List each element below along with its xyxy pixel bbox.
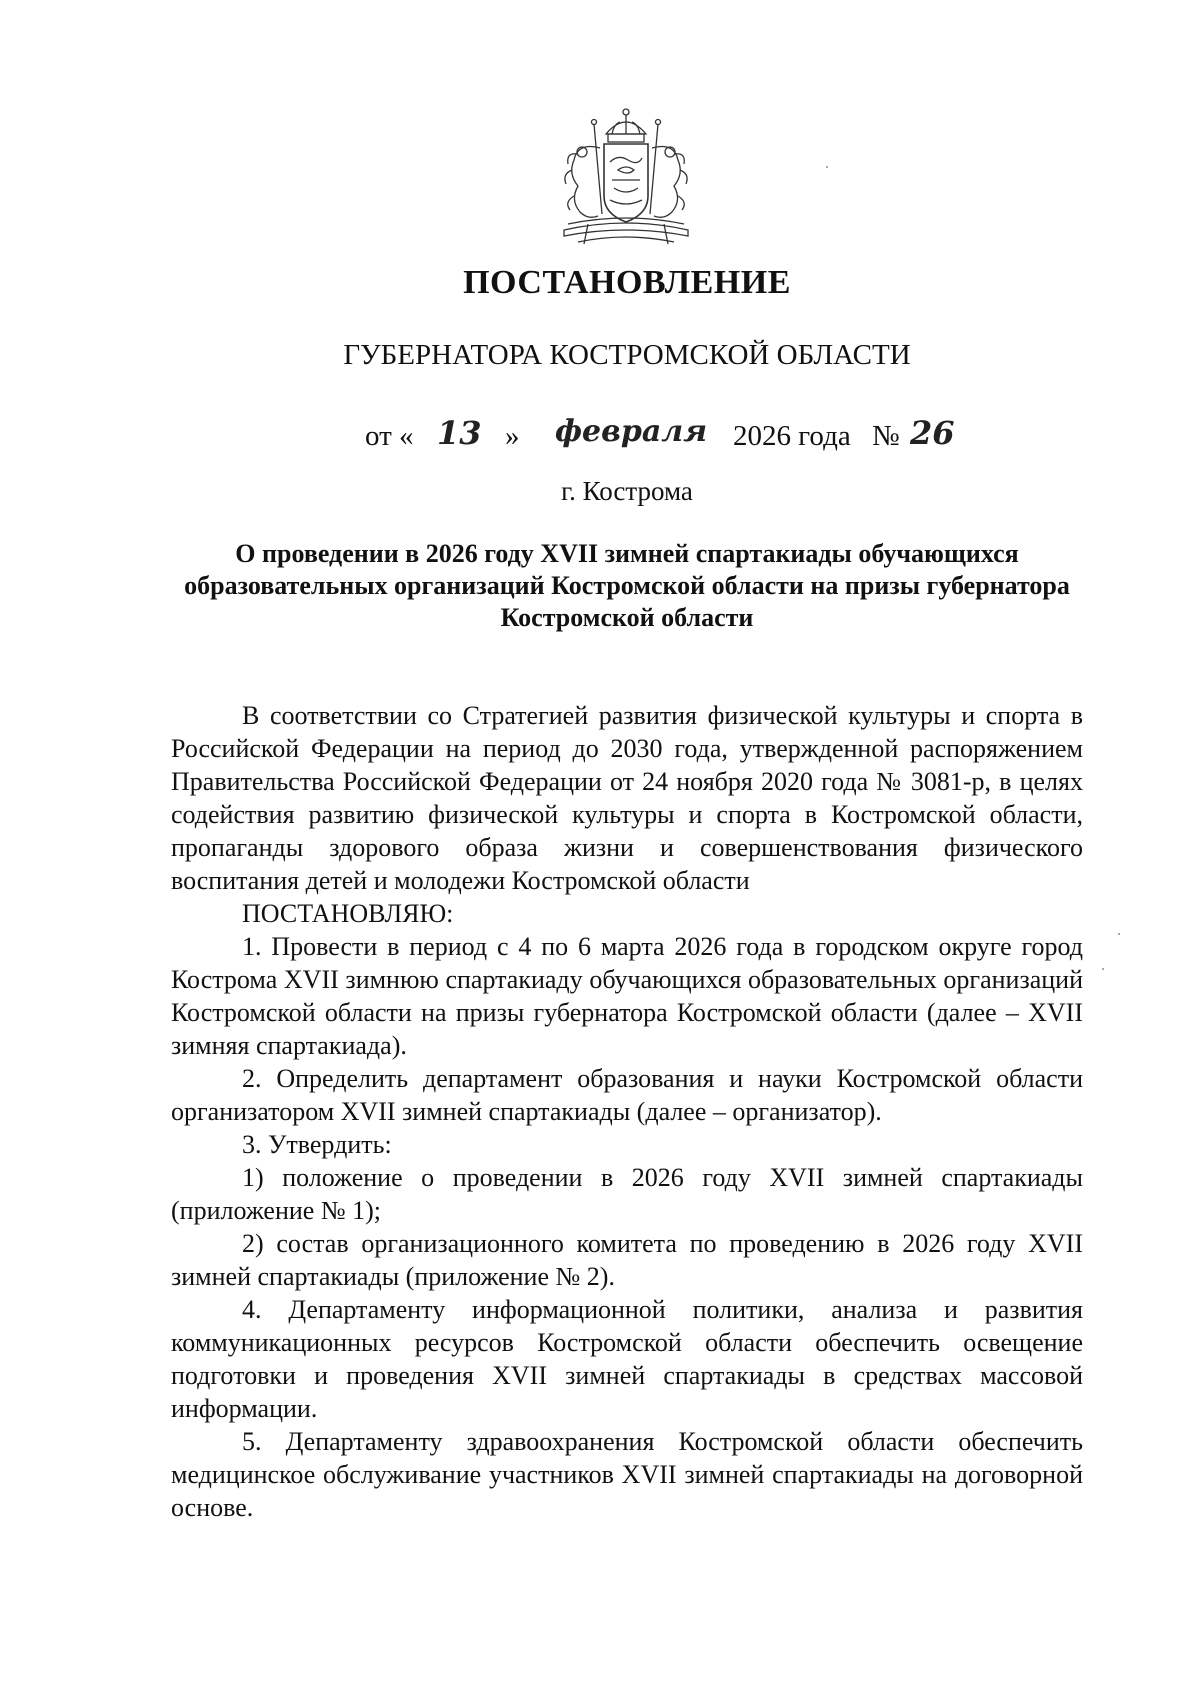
city: г. Кострома (561, 476, 693, 506)
clause-4: 4. Департаменту информационной политики, анализа и развития коммуникационных ресурсов Костромской области обеспечить освещение подготовки и проведения XVII зимней спартакиады в средствах массовой информации. (171, 1295, 1083, 1423)
scan-speck (826, 166, 828, 168)
scan-speck (1102, 968, 1104, 970)
number-label: № (872, 420, 900, 452)
coat-of-arms-icon (548, 104, 704, 254)
date-prefix: от « (365, 420, 414, 452)
decree-word: ПОСТАНОВЛЯЮ: (242, 899, 454, 928)
scan-speck (1118, 933, 1120, 935)
clause-1: 1. Провести в период с 4 по 6 марта 2026 года в городском округе город Кострома XVII зимнюю спартакиаду обучающихся образовательных организаций Костромской области на призы губернатора Костромской области (далее – XVII зимняя спартакиада). (171, 932, 1083, 1060)
document-title: ПОСТАНОВЛЕНИЕ (463, 264, 791, 301)
document-body (171, 699, 1083, 1524)
document-heading: О проведении в 2026 году XVII зимней спартакиады обучающихся образовательных организаций Костромской области на призы губернатора Костромской области (184, 539, 1070, 632)
clause-3: 3. Утвердить: (242, 1130, 392, 1159)
date-day-close: » (505, 420, 520, 452)
date-day: 13 (437, 414, 482, 452)
clause-3-1: 1) положение о проведении в 2026 году XVII зимней спартакиады (приложение № 1); (171, 1163, 1083, 1225)
clause-2: 2. Определить департамент образования и науки Костромской области организатором XVII зимней спартакиады (далее – организатор). (171, 1064, 1083, 1126)
date-line (365, 408, 965, 464)
preamble-paragraph: В соответствии со Стратегией развития физической культуры и спорта в Российской Федерации на период до 2030 года, утвержденной распоряжением Правительства Российской Федерации от 24 ноября 2020 года № 3081-р, в целях содействия развитию физической культуры и спорта в Костромской области, пропаганды здорового образа жизни и совершенствования физического воспитания детей и молодежи Костромской области (171, 701, 1083, 895)
date-month: февраля (555, 414, 708, 449)
clause-3-2: 2) состав организационного комитета по проведению в 2026 году XVII зимней спартакиады (приложение № 2). (171, 1229, 1083, 1291)
clause-5: 5. Департаменту здравоохранения Костромской области обеспечить медицинское обслуживание участников XVII зимней спартакиады на договорной основе. (171, 1427, 1083, 1522)
document-number: 26 (910, 414, 955, 452)
date-year: 2026 года (733, 420, 851, 452)
issuer: ГУБЕРНАТОРА КОСТРОМСКОЙ ОБЛАСТИ (343, 339, 911, 371)
